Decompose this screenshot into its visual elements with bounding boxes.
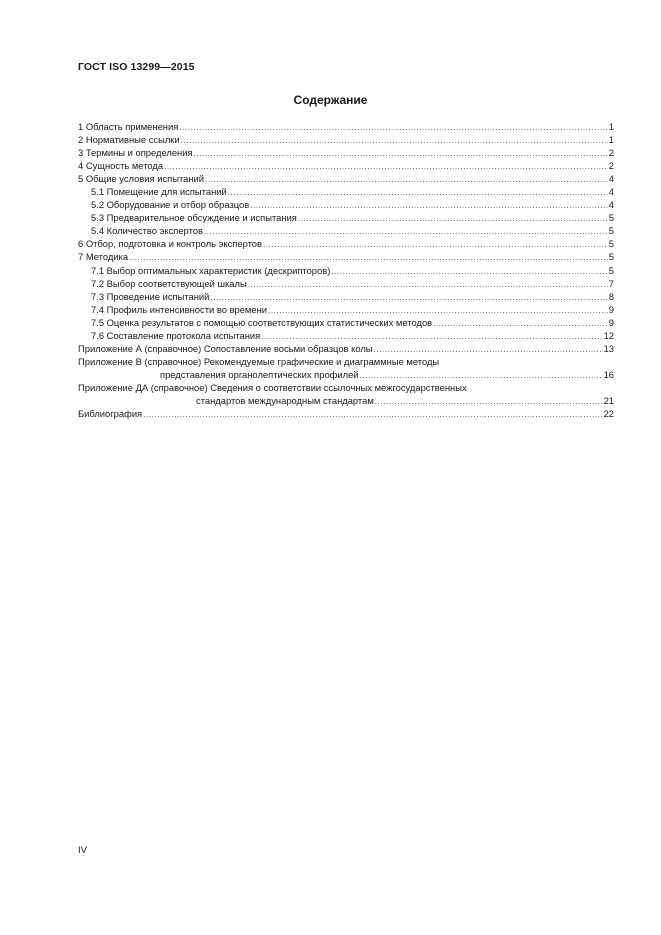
toc-entry-page: 22 <box>603 408 614 420</box>
toc-subentry[interactable] <box>78 303 614 316</box>
toc-entry-page: 21 <box>603 394 614 406</box>
toc-subentry[interactable] <box>78 198 614 211</box>
toc-entry-title: 5.2 Оборудование и отбор образцов <box>91 199 250 211</box>
toc-entry-page: 12 <box>603 329 614 341</box>
leader-dots <box>331 265 607 278</box>
toc-entry-title: 5.1 Помещение для испытаний <box>91 186 227 198</box>
leader-dots <box>210 291 607 304</box>
toc-entry-title: 5.4 Количество экспертов <box>91 225 203 237</box>
toc-entry-page: 5 <box>608 212 614 224</box>
leader-dots <box>205 173 608 186</box>
toc-entry-page: 4 <box>608 173 614 185</box>
toc-entry-title: 7.5 Оценка результатов с помощью соответствующих статистических методов <box>91 316 433 328</box>
toc-subentry[interactable] <box>78 224 614 237</box>
leader-dots <box>143 408 602 421</box>
toc-subentry[interactable] <box>78 277 614 290</box>
leader-dots <box>298 212 608 225</box>
toc-subentry[interactable] <box>78 264 614 277</box>
toc-entry-title: 7.3 Проведение испытаний <box>91 290 210 302</box>
toc-entry-title: 7.1 Выбор оптимальных характеристик (дескрипторов) <box>91 264 331 276</box>
leader-dots <box>194 147 608 160</box>
toc-entry-annex-b-line1[interactable] <box>78 355 614 368</box>
toc-subentry[interactable] <box>78 329 614 342</box>
toc-entry-page: 16 <box>603 368 614 380</box>
toc-entry-title: Приложение В (справочное) Рекомендуемые графические и диаграммные методы <box>78 355 440 367</box>
toc-entry-page: 9 <box>608 303 614 315</box>
toc-entry-page: 1 <box>608 121 614 132</box>
toc-entry-page: 5 <box>608 238 614 250</box>
toc-subentry[interactable] <box>78 316 614 329</box>
leader-dots <box>250 199 608 212</box>
leader-dots <box>433 317 608 330</box>
toc-entry[interactable] <box>78 133 614 146</box>
toc-entry-title: 5.3 Предварительное обсуждение и испытания <box>91 212 297 224</box>
toc-entry-page: 9 <box>608 316 614 328</box>
toc-entry-page: 5 <box>608 225 614 237</box>
leader-dots <box>181 134 608 147</box>
toc-entry-title: 5 Общие условия испытаний <box>78 173 204 185</box>
toc-subentry[interactable] <box>78 185 614 198</box>
toc-entry-page: 8 <box>608 290 614 302</box>
toc-entry-title: 1 Область применения <box>78 121 179 132</box>
toc-entry-page: 2 <box>608 160 614 172</box>
toc-entry-page: 4 <box>608 199 614 211</box>
leader-dots <box>164 160 608 173</box>
toc-entry-title: 2 Нормативные ссылки <box>78 134 180 146</box>
toc-entry-page: 1 <box>608 134 614 146</box>
toc-entry-title: Приложение А (справочное) Сопоставление восьми образцов колы <box>78 342 373 354</box>
toc-entry-title: 7.6 Составление протокола испытания <box>91 329 261 341</box>
toc-entry-title: 7 Методика <box>78 251 129 263</box>
toc-entry-title: Библиография <box>78 408 143 420</box>
leader-dots <box>375 395 603 408</box>
toc-entry-annex-a[interactable] <box>78 342 614 355</box>
toc-entry-title-cont: представления органолептических профилей <box>160 368 359 380</box>
toc-entry[interactable] <box>78 146 614 159</box>
table-of-contents <box>78 120 614 420</box>
toc-entry-annex-da-line1[interactable] <box>78 381 614 394</box>
toc-entry[interactable] <box>78 159 614 172</box>
toc-entry[interactable] <box>78 250 614 263</box>
toc-subentry[interactable] <box>78 290 614 303</box>
toc-entry-title: 4 Сущность метода <box>78 160 164 172</box>
toc-entry-bibliography[interactable] <box>78 407 614 420</box>
document-code: ГОСТ ISO 13299—2015 <box>78 61 195 73</box>
leader-dots <box>228 186 608 199</box>
toc-entry-title: Приложение ДА (справочное) Сведения о соответствии ссылочных межгосударственных <box>78 381 467 393</box>
toc-entry-annex-da-line2[interactable] <box>78 394 614 407</box>
toc-entry-title: 6 Отбор, подготовка и контроль экспертов <box>78 238 262 250</box>
toc-entry[interactable] <box>78 120 614 133</box>
toc-entry[interactable] <box>78 172 614 185</box>
leader-dots <box>248 278 608 291</box>
leader-dots <box>179 121 607 134</box>
toc-entry-title: 7.4 Профиль интенсивности во времени <box>91 303 268 315</box>
leader-dots <box>263 238 608 251</box>
toc-entry[interactable] <box>78 237 614 250</box>
toc-entry-page: 4 <box>608 186 614 198</box>
toc-subentry[interactable] <box>78 211 614 224</box>
toc-entry-page: 2 <box>608 147 614 159</box>
toc-entry-page: 5 <box>608 264 614 276</box>
toc-entry-page: 7 <box>608 277 614 289</box>
leader-dots <box>204 225 608 238</box>
toc-entry-title: 7.2 Выбор соответствующей шкалы <box>91 277 247 289</box>
toc-entry-page: 5 <box>608 251 614 263</box>
toc-entry-title: 3 Термины и определения <box>78 147 193 159</box>
toc-entry-annex-b-line2[interactable] <box>78 368 614 381</box>
toc-title: Содержание <box>293 93 368 107</box>
toc-entry-title-cont: стандартов международным стандартам <box>196 394 374 406</box>
page-number: IV <box>78 845 87 856</box>
toc-entry-page: 13 <box>603 342 614 354</box>
